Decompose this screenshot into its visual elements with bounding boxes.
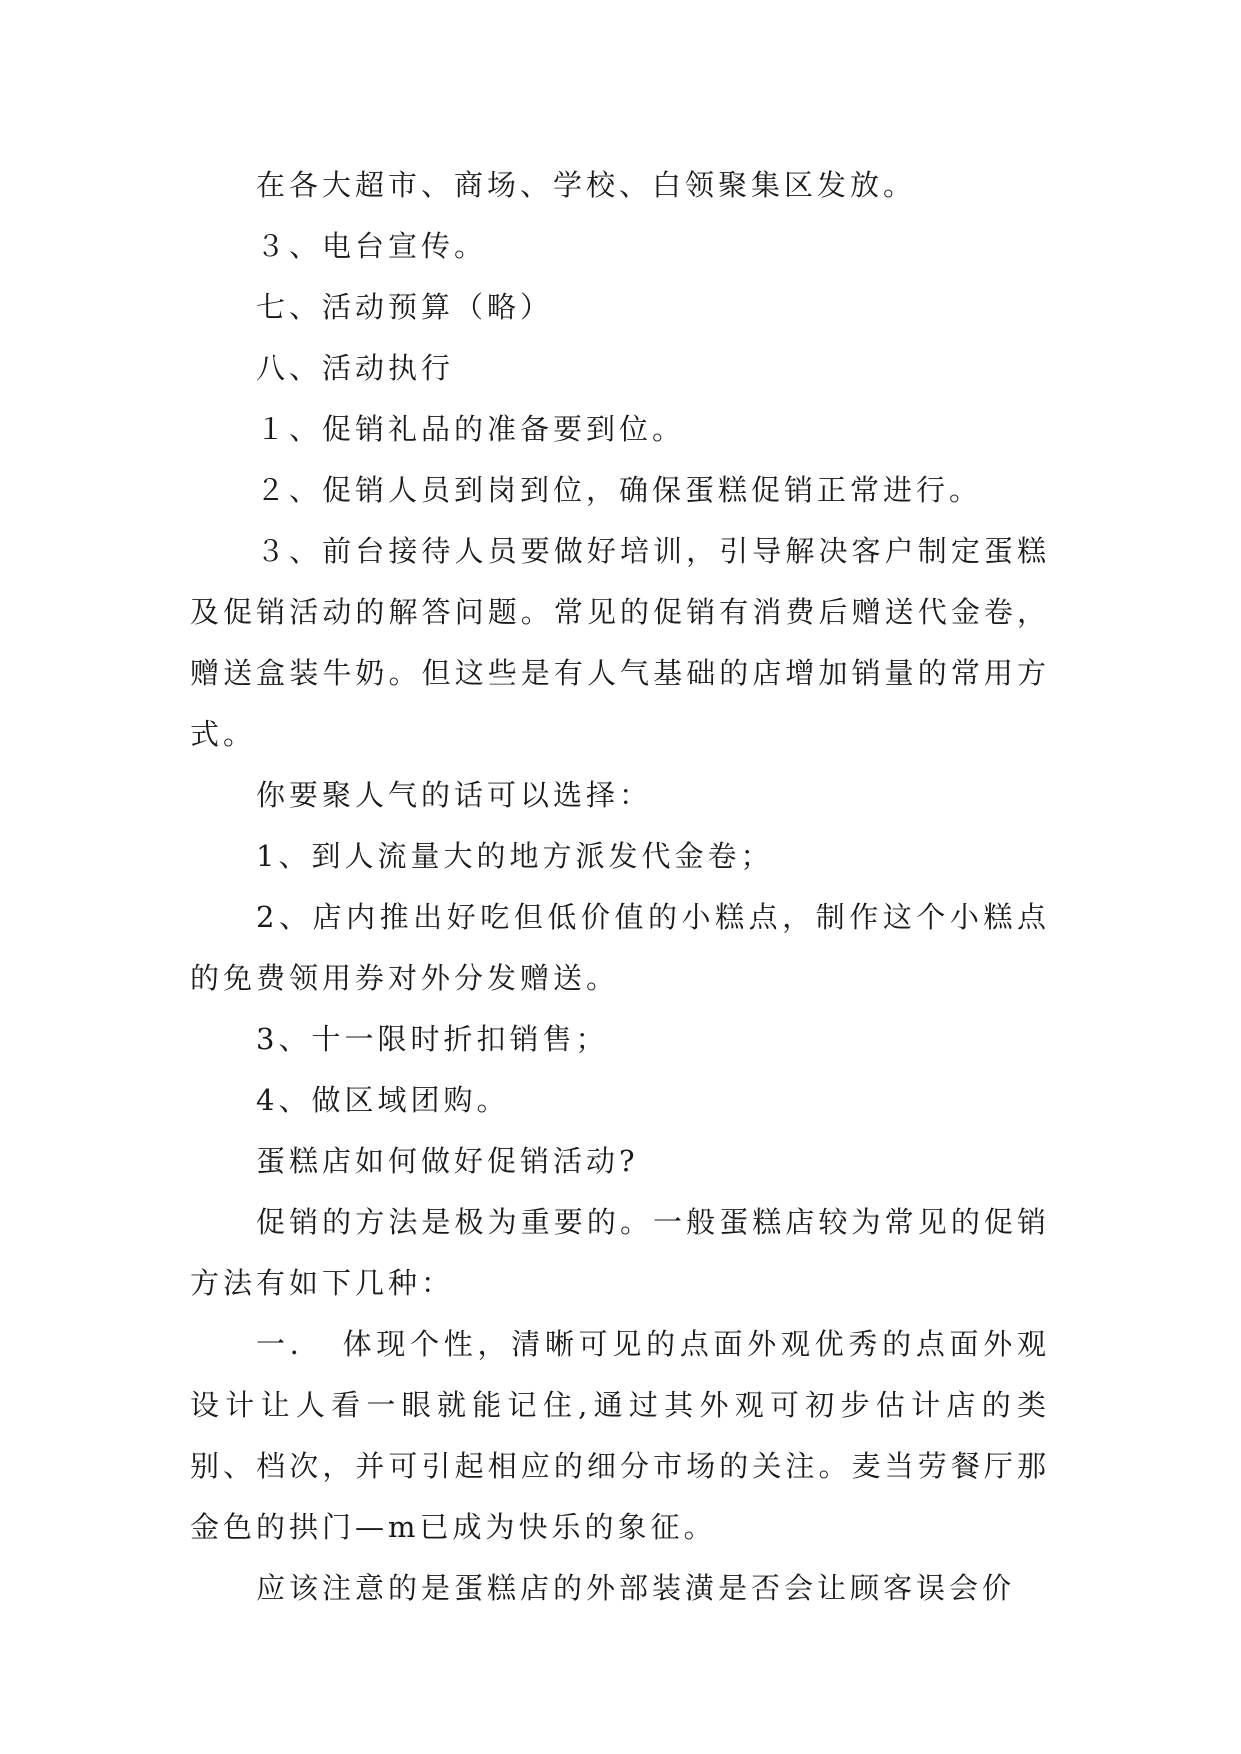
list-item-group-buy: 4、做区域团购。 bbox=[256, 1083, 510, 1117]
paragraph-decoration-note: 应该注意的是蛋糕店的外部装潢是否会让顾客误会价 bbox=[256, 1571, 1016, 1605]
paragraph-gifts-ready: １、促销礼品的准备要到位。 bbox=[256, 412, 686, 446]
heading-execution: 八、活动执行 bbox=[256, 351, 455, 385]
list-item-free-pastry: 2、店内推出好吃但低价值的小糕点，制作这个小糕点的免费领用券对外分发赠送。 bbox=[190, 900, 1050, 995]
paragraph-promotion-methods: 促销的方法是极为重要的。一般蛋糕店较为常见的促销方法有如下几种： bbox=[190, 1205, 1050, 1300]
paragraph-radio-promotion: ３、电台宣传。 bbox=[256, 229, 488, 263]
paragraph-distribution: 在各大超市、商场、学校、白领聚集区发放。 bbox=[256, 168, 917, 202]
list-item-vouchers: 1、到人流量大的地方派发代金卷； bbox=[256, 839, 774, 873]
paragraph-front-desk-training: ３、前台接待人员要做好培训，引导解决客户制定蛋糕及促销活动的解答问题。常见的促销有消费后赠送代金卷，赠送盒装牛奶。但这些是有人气基础的店增加销量的常用方式。 bbox=[190, 534, 1050, 751]
paragraph-gather-popularity: 你要聚人气的话可以选择： bbox=[256, 778, 653, 812]
list-item-discount: 3、十一限时折扣销售； bbox=[256, 1022, 609, 1056]
paragraph-exterior-design: 一． 体现个性，清晰可见的点面外观优秀的点面外观设计让人看一眼就能记住,通过其外观可初步估计店的类别、档次，并可引起相应的细分市场的关注。麦当劳餐厅那金色的拱门—m已成为快乐的象征。 bbox=[190, 1327, 1050, 1544]
paragraph-staff-ready: ２、促销人员到岗到位，确保蛋糕促销正常进行。 bbox=[256, 473, 983, 507]
heading-how-to-promote: 蛋糕店如何做好促销活动? bbox=[256, 1144, 639, 1178]
heading-budget: 七、活动预算（略） bbox=[256, 290, 554, 324]
document-body bbox=[190, 155, 1050, 1619]
